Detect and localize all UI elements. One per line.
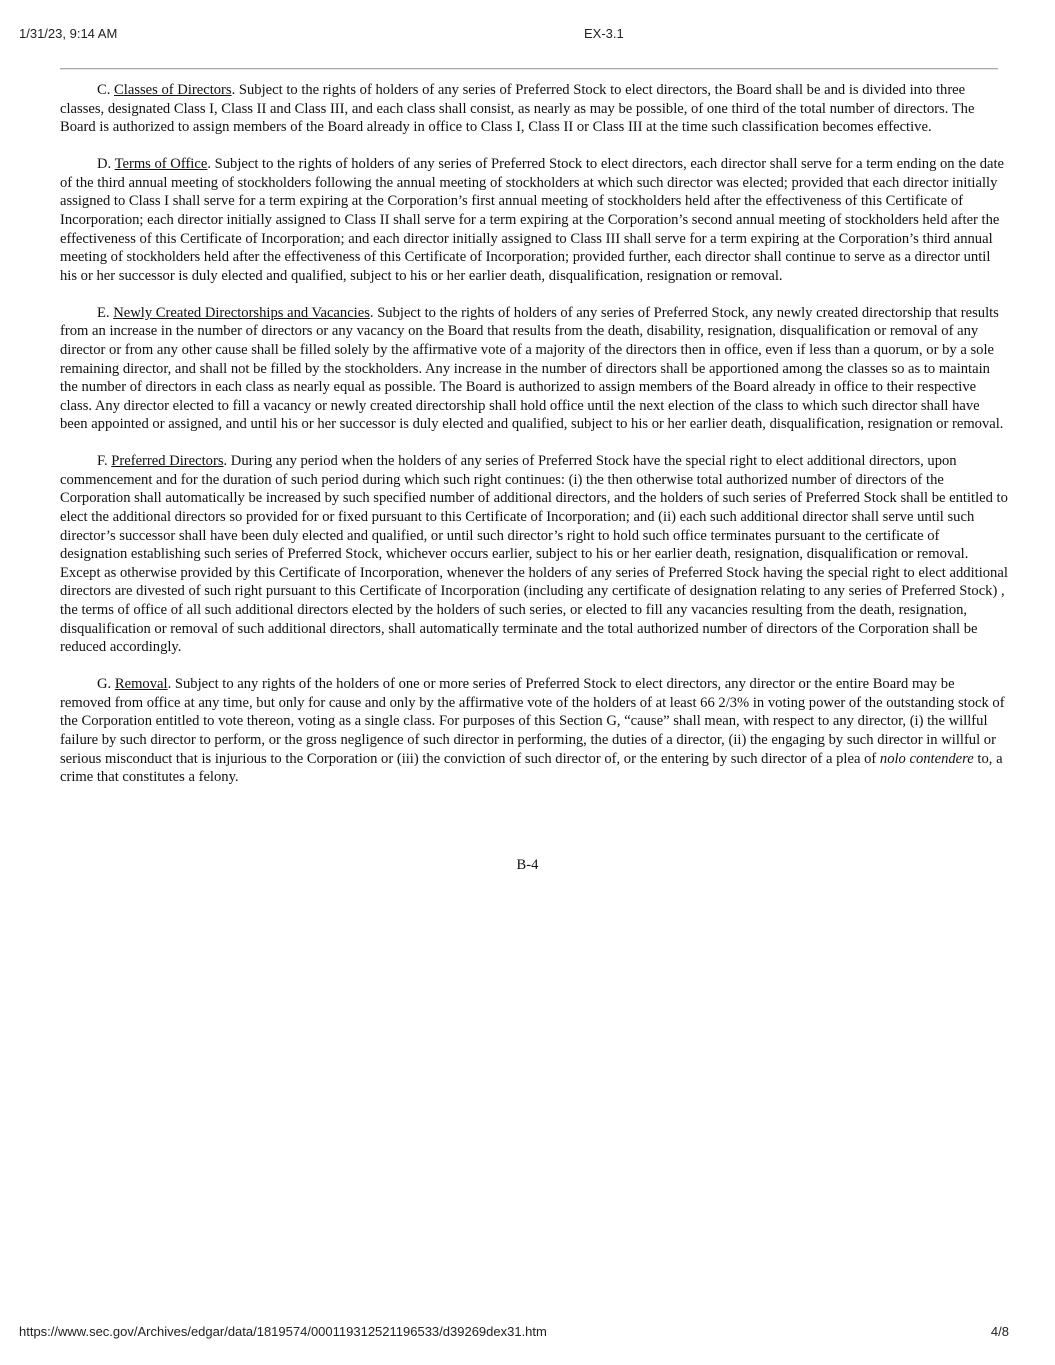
horizontal-rule — [60, 68, 998, 70]
section-text: . During any period when the holders of any series of Preferred Stock have the special right to elect additional directors, upon commencement and for the duration of such period during which such right continues: (i) the then otherwise total authorized number of directors of the Corporation shall automatically be increased by such specified number of additional directors, and the holders of such series of Preferred Stock shall be entitled to elect the additional directors so provided for or fixed pursuant to this Certificate of Incorporation; and (ii) each such additional director shall serve until such director’s successor shall have been duly elected and qualified, or until such director’s right to hold such office terminates pursuant to the certificate of designation establishing such series of Preferred Stock, whichever occurs earlier, subject to his or her earlier death, resignation, disqualification or removal. Except as otherwise provided by this Certificate of Incorporation, whenever the holders of any series of Preferred Stock having the special right to elect additional directors are divested of such right pursuant to this Certificate of Incorporation (including any certificate of designation relating to any series of Preferred Stock) , the terms of office of all such additional directors elected by the holders of such series, or elected to fill any vacancies resulting from the death, resignation, disqualification or removal of such additional directors, shall automatically terminate and the total authorized number of directors of the Corporation shall be reduced accordingly. — [60, 453, 1008, 656]
page-number: B-4 — [516, 857, 539, 873]
section-newly-created-directorships — [60, 304, 1008, 434]
section-text: . Subject to the rights of holders of any series of Preferred Stock to elect directors, each director shall serve for a term ending on the date of the third annual meeting of stockholders following the annual meeting of stockholders at which such director was elected; provided that each director initially assigned to Class I shall serve for a term expiring at the Corporation’s first annual meeting of stockholders held after the effectiveness of this Certificate of Incorporation; each director initially assigned to Class II shall serve for a term expiring at the Corporation’s second annual meeting of stockholders held after the effectiveness of this Certificate of Incorporation; and each director initially assigned to Class III shall serve for a term expiring at the Corporation’s third annual meeting of stockholders held after the effectiveness of this Certificate of Incorporation; provided further, each director shall continue to serve as a director until his or her successor is duly elected and qualified, subject to his or her earlier death, disqualification, resignation or removal. — [60, 156, 1005, 284]
section-preferred-directors — [60, 452, 1008, 657]
print-footer — [0, 1324, 1055, 1340]
section-text: . Subject to any rights of the holders of one or more series of Preferred Stock to elect directors, any director or the entire Board may be removed from office at any time, but only for cause and only by the affirmative vote of the holders of at least 66 2/3% in voting power of the outstanding stock of the Corporation entitled to vote thereon, voting as a single class. For purposes of this Section G, “cause” shall mean, with respect to any director, (i) the willful failure by such director to perform, or the gross negligence of such director in performing, the duties of a director, (ii) the engaging by such director in willful or serious misconduct that is injurious to the Corporation or (iii) the conviction of such director of, or the entering by such director of a plea of — [60, 676, 1005, 767]
print-header — [0, 26, 1055, 42]
section-heading: Terms of Office — [114, 156, 208, 173]
print-page-count: 4/8 — [990, 1324, 1009, 1339]
print-doc-title: EX-3.1 — [584, 26, 624, 41]
section-letter: G. — [97, 676, 112, 693]
section-heading: Removal — [114, 676, 168, 693]
section-text-after: to, a crime that constitutes a felony. — [60, 750, 1003, 786]
section-heading: Classes of Directors — [114, 82, 232, 98]
section-letter: D. — [97, 156, 112, 173]
section-letter: F. — [97, 453, 108, 470]
section-classes-of-directors — [60, 81, 1008, 137]
print-url: https://www.sec.gov/Archives/edgar/data/1819574/000119312521196533/d39269dex31.htm — [19, 1324, 547, 1339]
section-letter: C. — [97, 82, 111, 98]
section-text: . Subject to the rights of holders of any series of Preferred Stock, any newly created directorship that results from an increase in the number of directors or any vacancy on the Board that results from the death, disability, resignation, disqualification or removal of any director or from any other cause shall be filled solely by the affirmative vote of a majority of the directors then in office, even if less than a quorum, or by a sole remaining director, and shall not be filled by the stockholders. Any increase in the number of directors shall be apportioned among the classes so as to maintain the number of directors in each class as nearly equal as possible. The Board is authorized to assign members of the Board already in office to their respective class. Any director elected to fill a vacancy or newly created directorship shall hold office until the next election of the class to which such director shall have been appointed or assigned, and until his or her successor is duly elected and qualified, subject to his or her earlier death, disqualification, resignation or removal. — [60, 304, 1004, 433]
document-body — [60, 81, 1008, 805]
section-italic-term: nolo contendere — [879, 750, 974, 767]
section-heading: Newly Created Directorships and Vacancies — [113, 304, 370, 321]
section-text: . Subject to the rights of holders of any series of Preferred Stock to elect directors, the Board shall be and is divided into three classes, designated Class I, Class II and Class III, and each class shall consist, as nearly as may be possible, of one third of the total number of directors. The Board is authorized to assign members of the Board already in office to Class I, Class II or Class III at the time such classification becomes effective. — [60, 82, 975, 136]
section-removal — [60, 675, 1008, 787]
section-heading: Preferred Directors — [111, 453, 224, 470]
section-letter: E. — [97, 304, 110, 321]
section-terms-of-office — [60, 155, 1008, 285]
print-datetime: 1/31/23, 9:14 AM — [19, 26, 118, 41]
